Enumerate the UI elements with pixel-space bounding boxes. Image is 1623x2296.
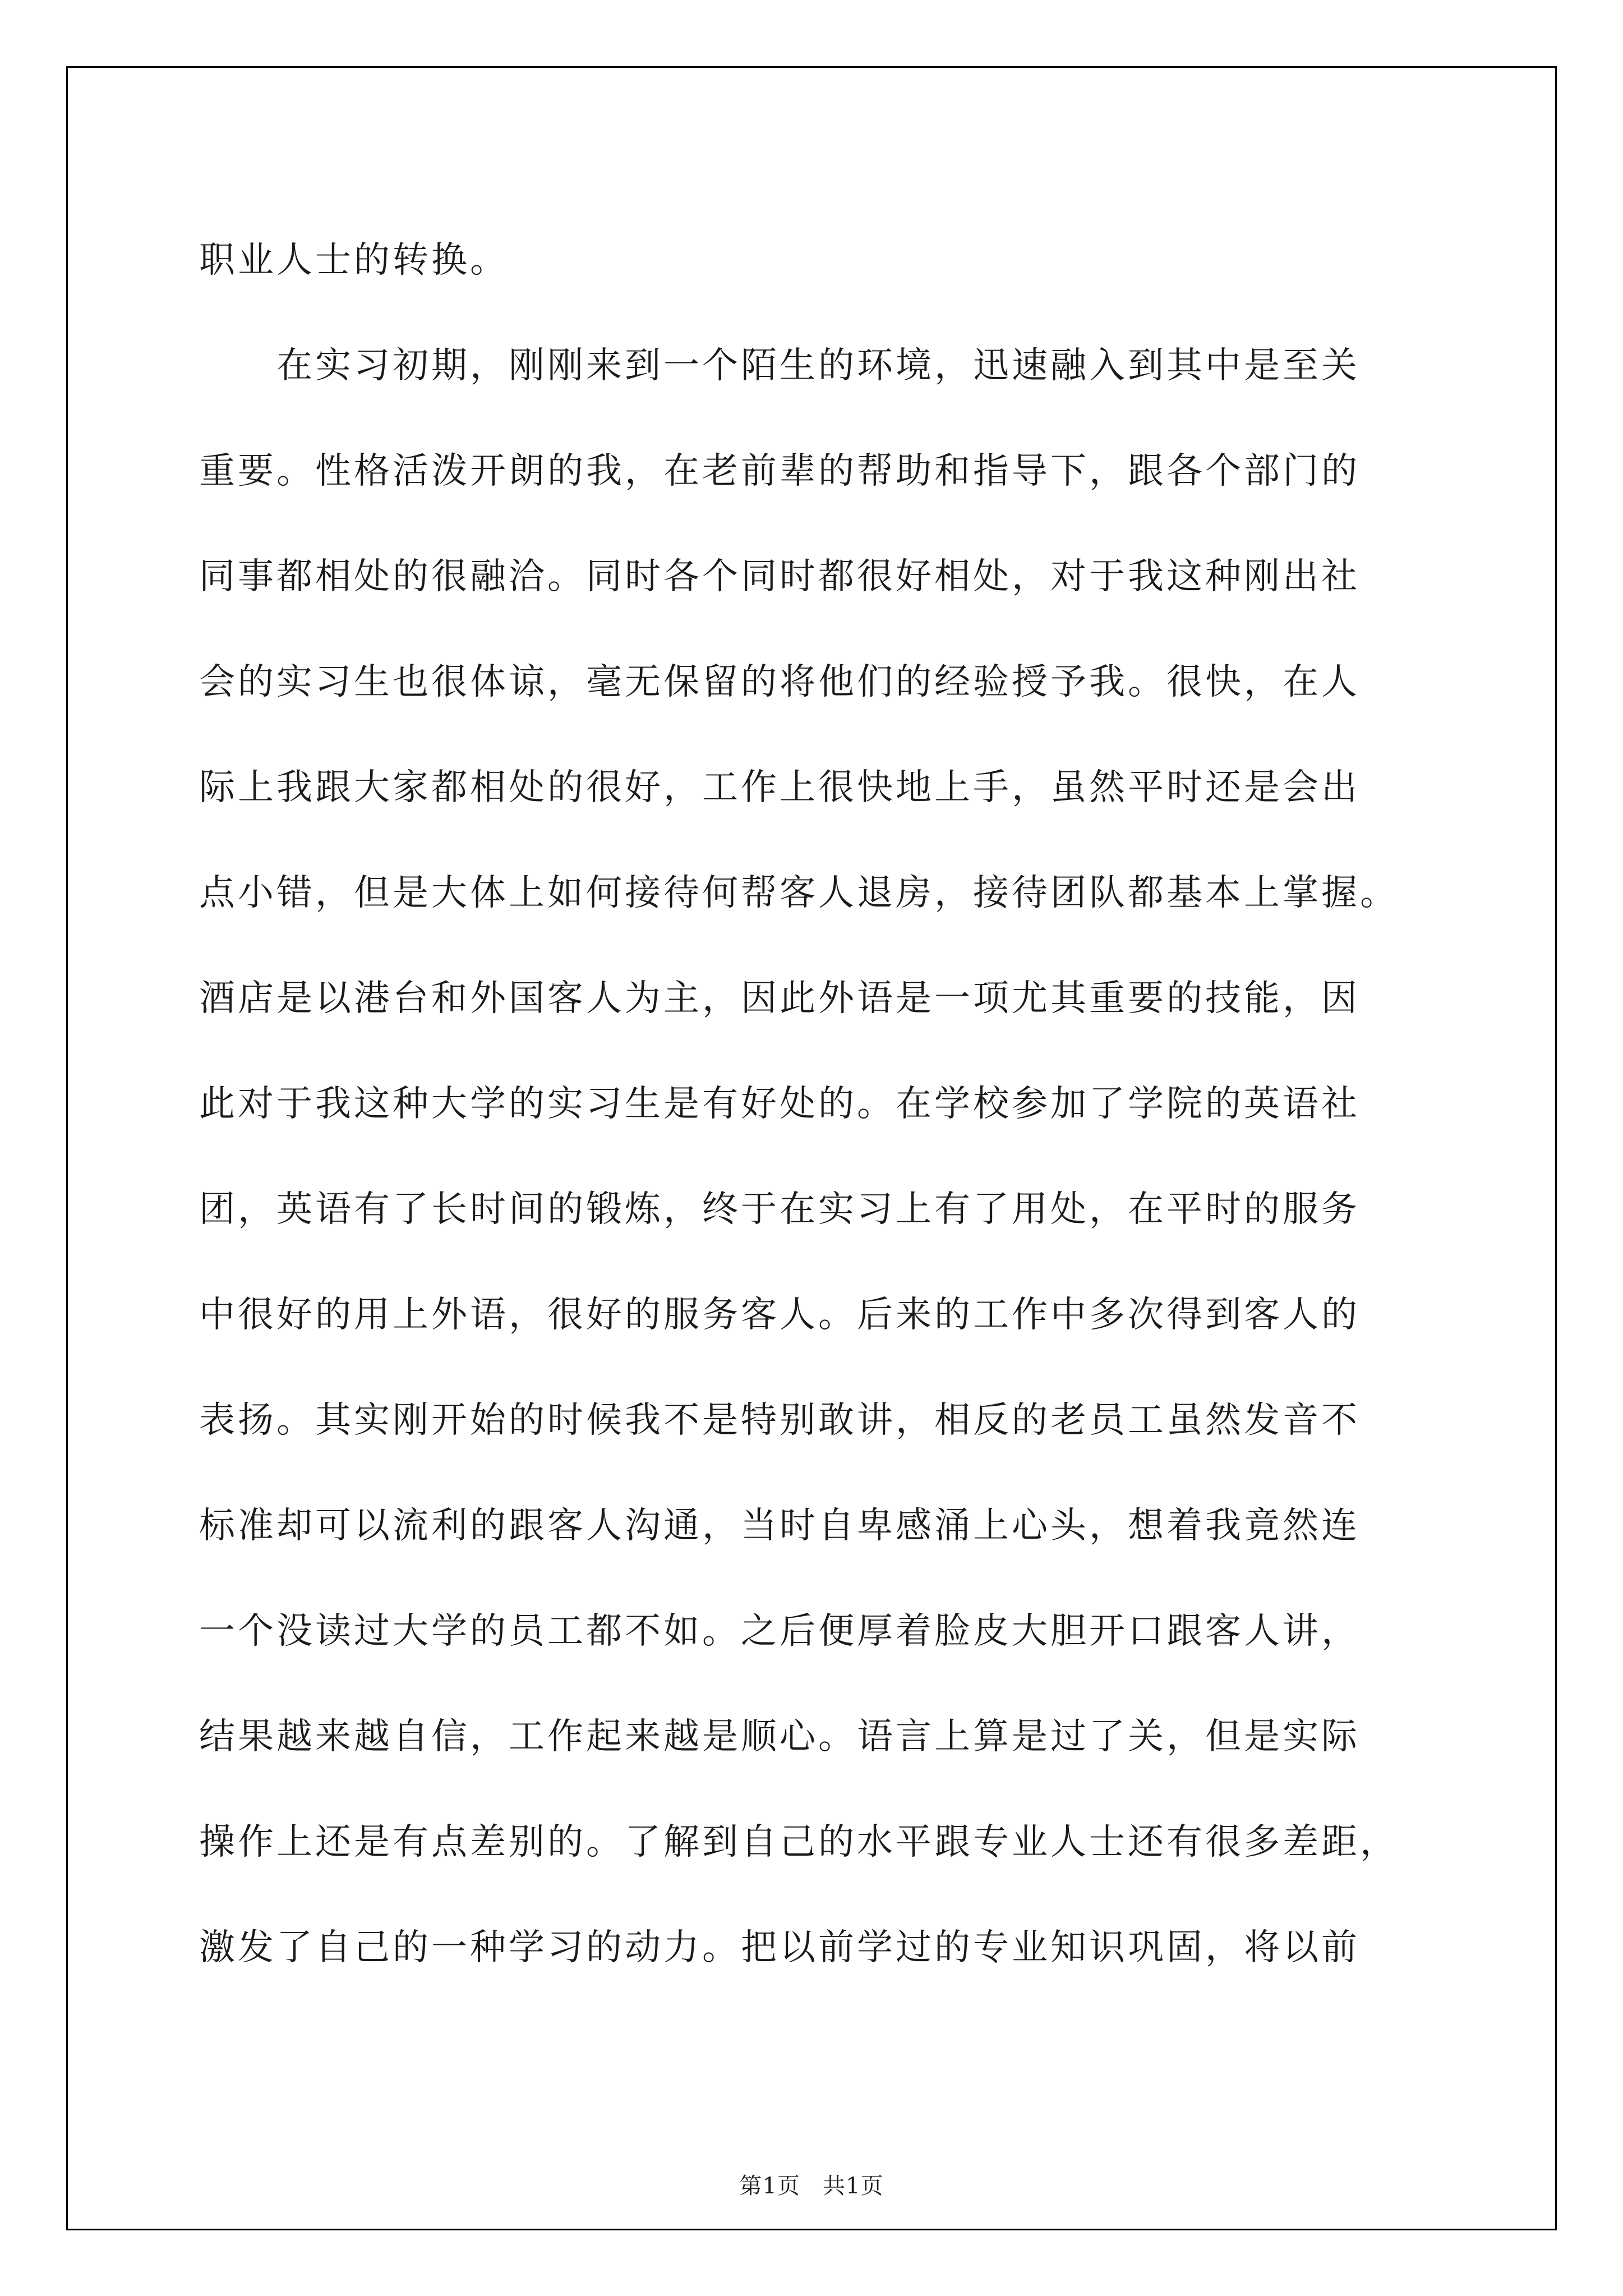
text-line: 激发了自己的一种学习的动力。把以前学过的专业知识巩固，将以前 xyxy=(199,1927,1360,1968)
text-line: 同事都相处的很融洽。同时各个同时都很好相处，对于我这种刚出社 xyxy=(199,556,1360,597)
document-body xyxy=(199,208,1455,2000)
text-line: 职业人士的转换。 xyxy=(199,240,509,281)
text-line: 表扬。其实刚开始的时候我不是特别敢讲，相反的老员工虽然发音不 xyxy=(199,1400,1360,1441)
text-line: 点小错，但是大体上如何接待何帮客人退房，接待团队都基本上掌握。 xyxy=(199,872,1399,914)
text-line: 会的实习生也很体谅，毫无保留的将他们的经验授予我。很快，在人 xyxy=(199,661,1360,703)
text-line: 标准却可以流利的跟客人沟通，当时自卑感涌上心头，想着我竟然连 xyxy=(199,1505,1360,1547)
text-line: 一个没读过大学的员工都不如。之后便厚着脸皮大胆开口跟客人讲， xyxy=(199,1611,1360,1652)
page-number-total: 共1页 xyxy=(823,2173,884,2199)
text-line: 结果越来越自信，工作起来越是顺心。语言上算是过了关，但是实际 xyxy=(199,1716,1360,1757)
text-line: 团，英语有了长时间的锻炼，终于在实习上有了用处，在平时的服务 xyxy=(199,1189,1360,1230)
text-line: 际上我跟大家都相处的很好，工作上很快地上手，虽然平时还是会出 xyxy=(199,767,1360,808)
text-line: 重要。性格活泼开朗的我，在老前辈的帮助和指导下，跟各个部门的 xyxy=(199,450,1360,492)
page-number-current: 第1页 xyxy=(739,2173,800,2199)
text-line: 中很好的用上外语，很好的服务客人。后来的工作中多次得到客人的 xyxy=(199,1294,1360,1336)
text-line: 操作上还是有点差别的。了解到自己的水平跟专业人士还有很多差距， xyxy=(199,1821,1399,1863)
text-line: 酒店是以港台和外国客人为主，因此外语是一项尤其重要的技能，因 xyxy=(199,978,1360,1019)
page-footer xyxy=(0,2168,1623,2200)
text-line: 此对于我这种大学的实习生是有好处的。在学校参加了学院的英语社 xyxy=(199,1083,1360,1125)
paragraph-first-line: 在实习初期，刚刚来到一个陌生的环境，迅速融入到其中是至关 xyxy=(276,345,1360,386)
